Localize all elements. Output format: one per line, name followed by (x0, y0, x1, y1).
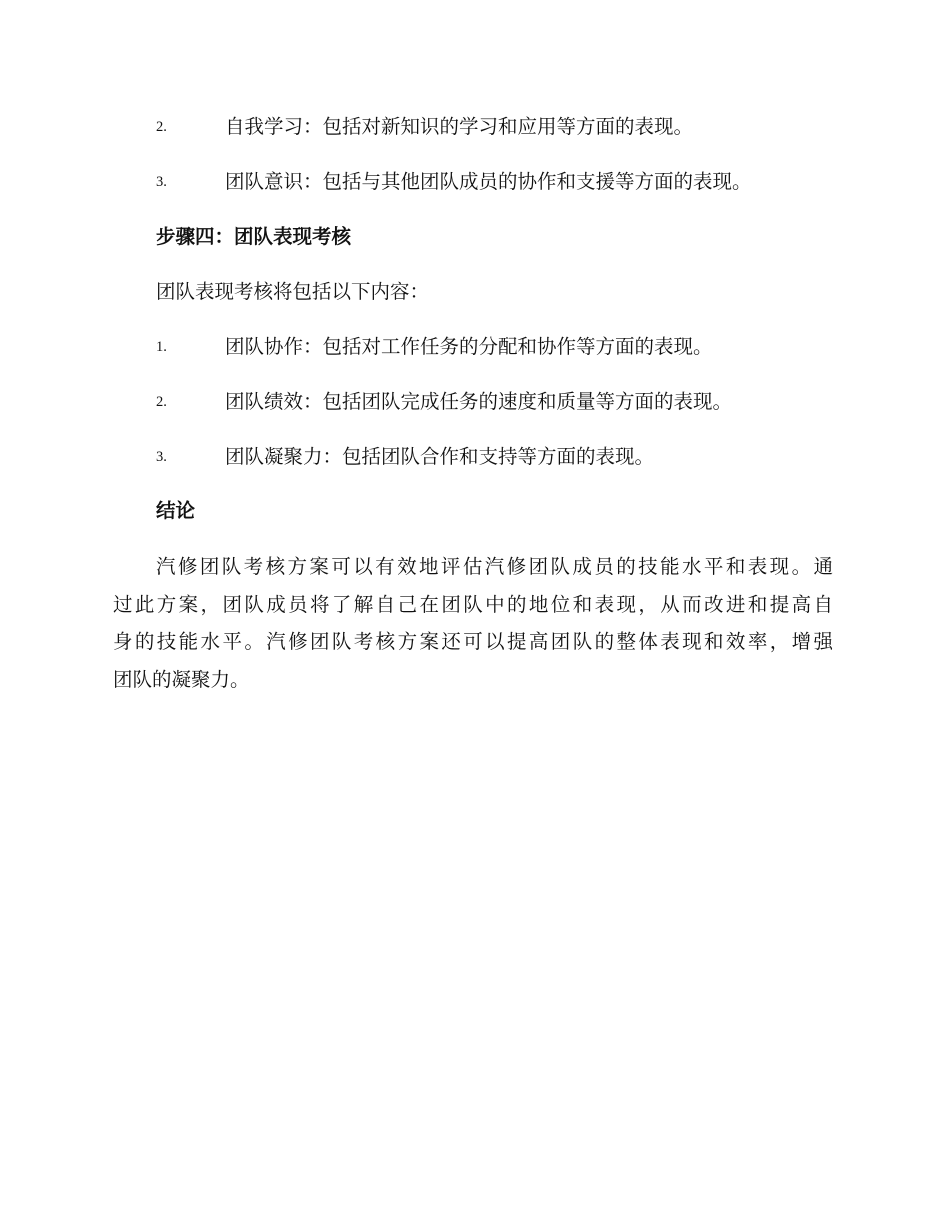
step4-intro: 团队表现考核将包括以下内容： (156, 280, 430, 303)
conclusion-line: 身的技能水平。汽修团队考核方案还可以提高团队的整体表现和效率，增强 (113, 630, 833, 653)
section-heading-conclusion: 结论 (156, 499, 196, 522)
section-heading-step4: 步骤四：团队表现考核 (156, 225, 352, 248)
list-number: 2. (156, 394, 167, 410)
conclusion-line: 过此方案，团队成员将了解自己在团队中的地位和表现，从而改进和提高自 (113, 592, 833, 616)
list-item (156, 167, 836, 197)
list-text: 团队协作：包括对工作任务的分配和协作等方面的表现。 (225, 335, 713, 358)
list-item (156, 442, 836, 472)
list-item (156, 332, 836, 362)
conclusion-line: 团队的凝聚力。 (113, 667, 250, 691)
conclusion-line: 汽修团队考核方案可以有效地评估汽修团队成员的技能水平和表现。通 (156, 555, 833, 578)
list-text: 团队意识：包括与其他团队成员的协作和支援等方面的表现。 (225, 170, 752, 193)
conclusion-paragraph (113, 548, 833, 698)
list-number: 3. (156, 174, 167, 190)
list-text: 团队凝聚力：包括团队合作和支持等方面的表现。 (225, 445, 655, 468)
list-item (156, 387, 836, 417)
list-number: 2. (156, 119, 167, 135)
list-text: 团队绩效：包括团队完成任务的速度和质量等方面的表现。 (225, 390, 733, 413)
list-number: 1. (156, 339, 167, 355)
list-text: 自我学习：包括对新知识的学习和应用等方面的表现。 (225, 115, 694, 138)
list-number: 3. (156, 449, 167, 465)
list-item (156, 112, 836, 142)
